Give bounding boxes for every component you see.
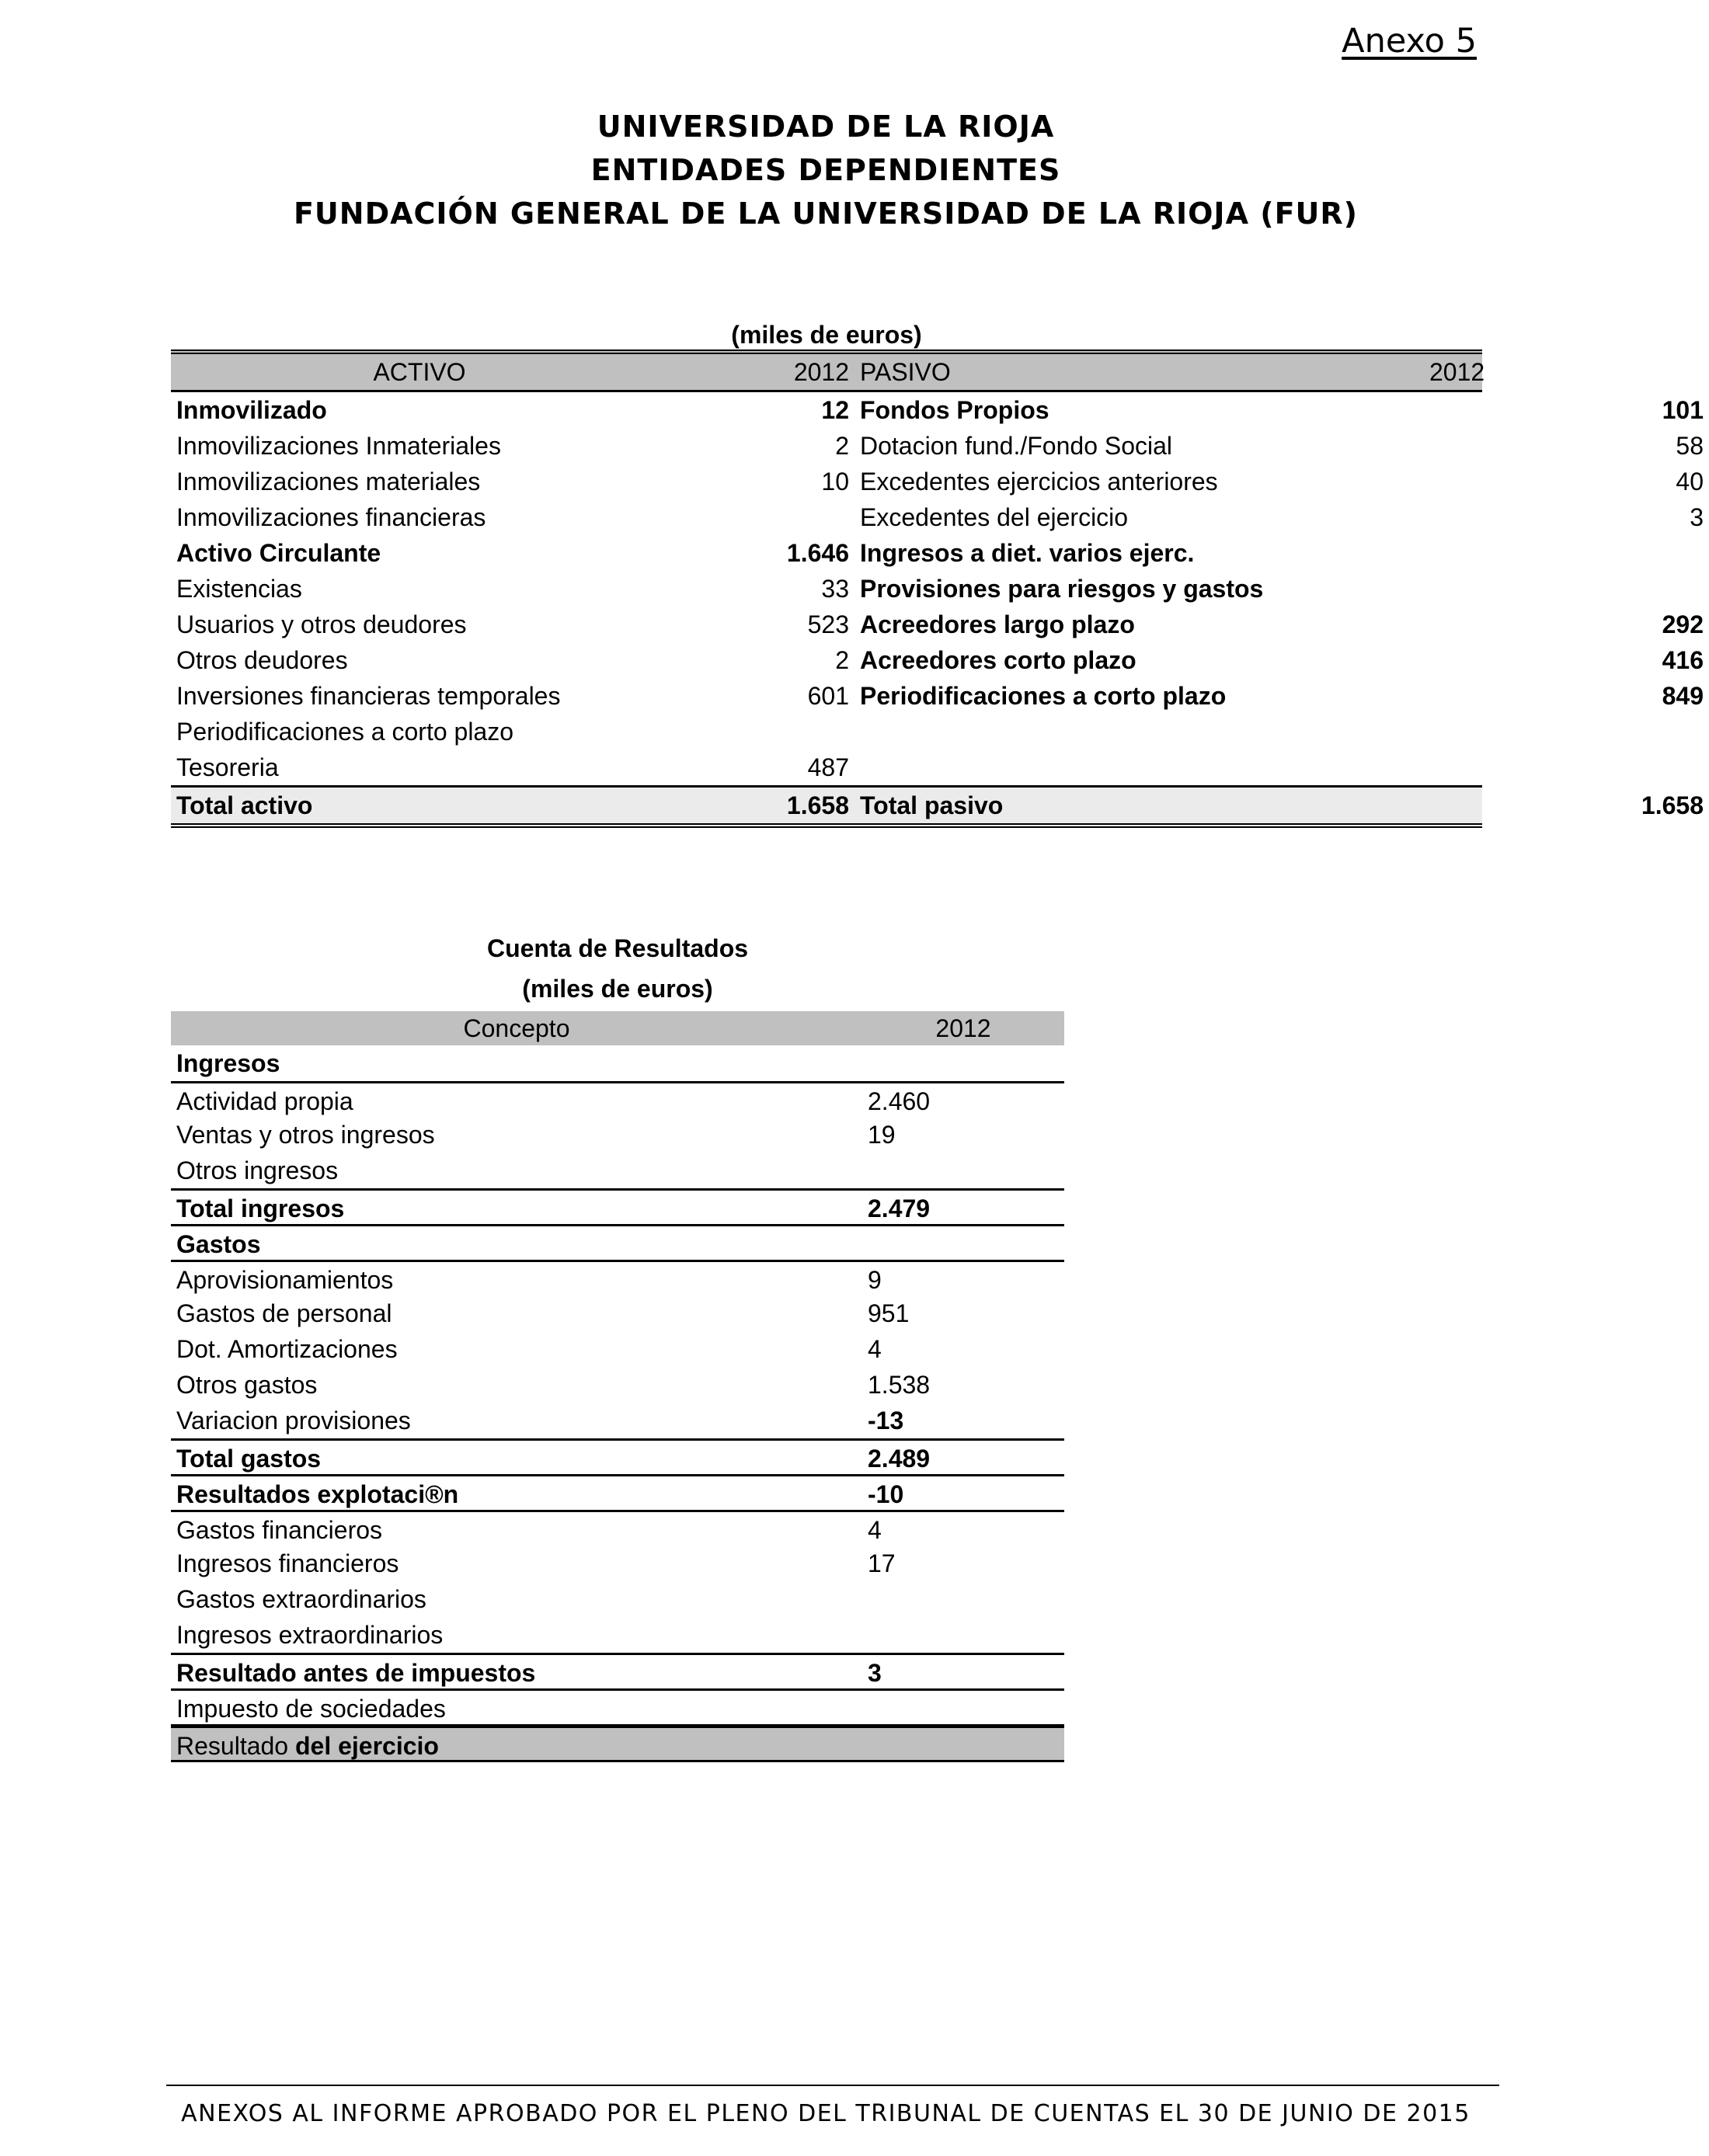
activo-label: Inmovilizado (176, 396, 327, 424)
income-row (171, 1367, 1064, 1403)
balance-row (171, 464, 1704, 499)
income-value (862, 1691, 1064, 1727)
balance-row (171, 678, 1704, 714)
activo-value: 487 (807, 753, 849, 781)
income-table (171, 1011, 1064, 1762)
header-activo: ACTIVO (373, 358, 466, 386)
income-label: Gastos de personal (176, 1299, 392, 1327)
income-row (171, 1260, 1064, 1295)
income-label: Impuesto de sociedades (176, 1695, 446, 1723)
income-value: 2.479 (868, 1194, 931, 1222)
balance-row (171, 642, 1704, 678)
header-year: 2012 (935, 1014, 991, 1042)
income-title: Cuenta de Resultados (486, 934, 749, 962)
income-value: 951 (868, 1299, 910, 1327)
pasivo-value (1616, 535, 1709, 571)
activo-label: Existencias (176, 575, 302, 603)
pasivo-value: 3 (1690, 503, 1704, 531)
income-label: Aprovisionamientos (176, 1266, 394, 1294)
income-label: Ingresos (176, 1049, 280, 1077)
balance-row (171, 535, 1482, 571)
income-row (171, 1438, 1064, 1474)
activo-label: Otros deudores (176, 646, 348, 674)
pasivo-label: Acreedores corto plazo (860, 646, 1136, 674)
income-row (171, 1617, 1064, 1653)
balance-row (171, 428, 1704, 464)
pasivo-value: 40 (1676, 468, 1704, 496)
pasivo-label: Excedentes del ejercicio (860, 503, 1129, 531)
income-value (862, 1045, 1064, 1081)
income-row (171, 1081, 1064, 1117)
activo-label: Inmovilizaciones Inmateriales (176, 432, 501, 460)
income-label: Resultado antes de impuestos (176, 1659, 536, 1687)
activo-label: Tesoreria (176, 753, 279, 781)
result-label-b: del ejercicio (294, 1732, 439, 1760)
balance-unit: (miles de euros) (731, 321, 922, 349)
activo-label: Inmovilizaciones materiales (176, 468, 481, 496)
pasivo-label: Periodificaciones a corto plazo (860, 682, 1227, 710)
result-label (171, 1728, 862, 1764)
balance-row (171, 571, 1482, 607)
document-titles (0, 105, 1652, 235)
header-year-pasivo: 2012 (1429, 358, 1485, 386)
income-result-row (171, 1724, 1064, 1762)
income-row (171, 1546, 1064, 1581)
total-activo-label: Total activo (176, 791, 313, 819)
income-value: 2.460 (868, 1087, 931, 1115)
balance-body (171, 392, 1704, 785)
income-body (171, 1045, 1064, 1724)
total-activo-value: 1.658 (786, 791, 849, 819)
pasivo-label: Acreedores largo plazo (860, 610, 1135, 638)
income-value (862, 1153, 1064, 1188)
title-line: UNIVERSIDAD DE LA RIOJA (597, 110, 1055, 144)
activo-label: Periodificaciones a corto plazo (176, 718, 514, 746)
activo-label: Inversiones financieras temporales (176, 682, 561, 710)
activo-label: Usuarios y otros deudores (176, 610, 467, 638)
activo-label: Inmovilizaciones financieras (176, 503, 486, 531)
income-value: 1.538 (868, 1371, 931, 1399)
total-pasivo-value: 1.658 (1641, 791, 1704, 819)
footer-text: ANEXOS AL INFORME APROBADO POR EL PLENO DEL TRIBUNAL DE CUENTAS EL 30 DE JUNIO DE 2015 (181, 2100, 1471, 2127)
income-value (862, 1226, 1064, 1262)
income-value: 3 (868, 1659, 882, 1687)
income-label: Ingresos extraordinarios (176, 1621, 444, 1649)
income-row (171, 1153, 1064, 1188)
income-value (862, 1617, 1064, 1653)
income-label: Gastos (176, 1230, 261, 1258)
balance-total-row (171, 785, 1704, 828)
activo-value: 12 (821, 396, 849, 424)
total-pasivo-label: Total pasivo (860, 791, 1004, 819)
header-concept: Concepto (463, 1014, 570, 1042)
income-value: 17 (868, 1549, 896, 1577)
income-label: Dot. Amortizaciones (176, 1335, 398, 1363)
income-label: Otros ingresos (176, 1156, 339, 1184)
pasivo-value (1616, 571, 1709, 607)
income-label: Total ingresos (176, 1194, 345, 1222)
pasivo-label: Ingresos a diet. varios ejerc. (860, 539, 1195, 567)
income-label: Resultados explotaci®n (176, 1480, 459, 1508)
pasivo-value: 849 (1662, 682, 1704, 710)
income-value: 9 (868, 1266, 882, 1294)
pasivo-label: Dotacion fund./Fondo Social (860, 432, 1173, 460)
pasivo-label: Fondos Propios (860, 396, 1049, 424)
header-pasivo: PASIVO (860, 358, 951, 386)
balance-table (171, 349, 1704, 828)
activo-value: 2 (835, 432, 849, 460)
pasivo-label: Provisiones para riesgos y gastos (860, 575, 1264, 603)
title-line: ENTIDADES DEPENDIENTES (590, 153, 1061, 187)
activo-value (668, 714, 854, 749)
income-value (862, 1581, 1064, 1617)
income-row (171, 1688, 1064, 1724)
activo-value: 33 (821, 575, 849, 603)
balance-header (171, 349, 1485, 392)
pasivo-value (1616, 749, 1709, 785)
income-label: Gastos extraordinarios (176, 1585, 426, 1613)
pasivo-label: Excedentes ejercicios anteriores (860, 468, 1218, 496)
activo-value: 2 (835, 646, 849, 674)
income-label: Otros gastos (176, 1371, 318, 1399)
income-value: 4 (868, 1335, 882, 1363)
income-label: Ingresos financieros (176, 1549, 399, 1577)
income-value: -13 (868, 1407, 904, 1434)
balance-row (171, 714, 1482, 749)
activo-value: 601 (807, 682, 849, 710)
balance-row (171, 749, 1482, 785)
income-row (171, 1403, 1064, 1438)
income-value: -10 (868, 1480, 904, 1508)
pasivo-value (1616, 714, 1709, 749)
activo-value: 523 (807, 610, 849, 638)
balance-row (171, 607, 1704, 642)
balance-row (171, 392, 1704, 428)
pasivo-value: 101 (1662, 396, 1704, 424)
income-row (171, 1224, 1064, 1260)
income-row (171, 1045, 1064, 1081)
income-row (171, 1653, 1064, 1688)
title-line: FUNDACIÓN GENERAL DE LA UNIVERSIDAD DE LA RIOJA (FUR) (293, 196, 1359, 231)
income-row (171, 1581, 1064, 1617)
income-row (171, 1331, 1064, 1367)
income-unit: (miles de euros) (522, 975, 713, 1003)
income-label: Total gastos (176, 1445, 322, 1473)
header-year-activo: 2012 (793, 358, 849, 386)
income-label: Variacion provisiones (176, 1407, 411, 1434)
footer-divider (166, 2085, 1499, 2086)
activo-label: Activo Circulante (176, 539, 381, 567)
income-label: Gastos financieros (176, 1516, 383, 1544)
income-row (171, 1117, 1064, 1153)
income-value: 4 (868, 1516, 882, 1544)
income-row (171, 1295, 1064, 1331)
result-value (862, 1728, 1064, 1764)
balance-row (171, 499, 1704, 535)
income-label: Ventas y otros ingresos (176, 1121, 435, 1149)
pasivo-value: 58 (1676, 432, 1704, 460)
pasivo-label (854, 714, 1246, 749)
income-value: 2.489 (868, 1445, 931, 1473)
activo-value: 1.646 (786, 539, 849, 567)
activo-value (668, 499, 854, 535)
pasivo-value: 416 (1662, 646, 1704, 674)
result-label-a: Resultado (176, 1732, 289, 1760)
income-row (171, 1188, 1064, 1224)
pasivo-value: 292 (1662, 610, 1704, 638)
income-value: 19 (868, 1121, 896, 1149)
income-label: Actividad propia (176, 1087, 353, 1115)
pasivo-label (854, 749, 1246, 785)
income-row (171, 1510, 1064, 1546)
income-header (171, 1011, 1064, 1045)
activo-value: 10 (821, 468, 849, 496)
income-row (171, 1474, 1064, 1510)
annex-label: Anexo 5 (1342, 22, 1477, 61)
